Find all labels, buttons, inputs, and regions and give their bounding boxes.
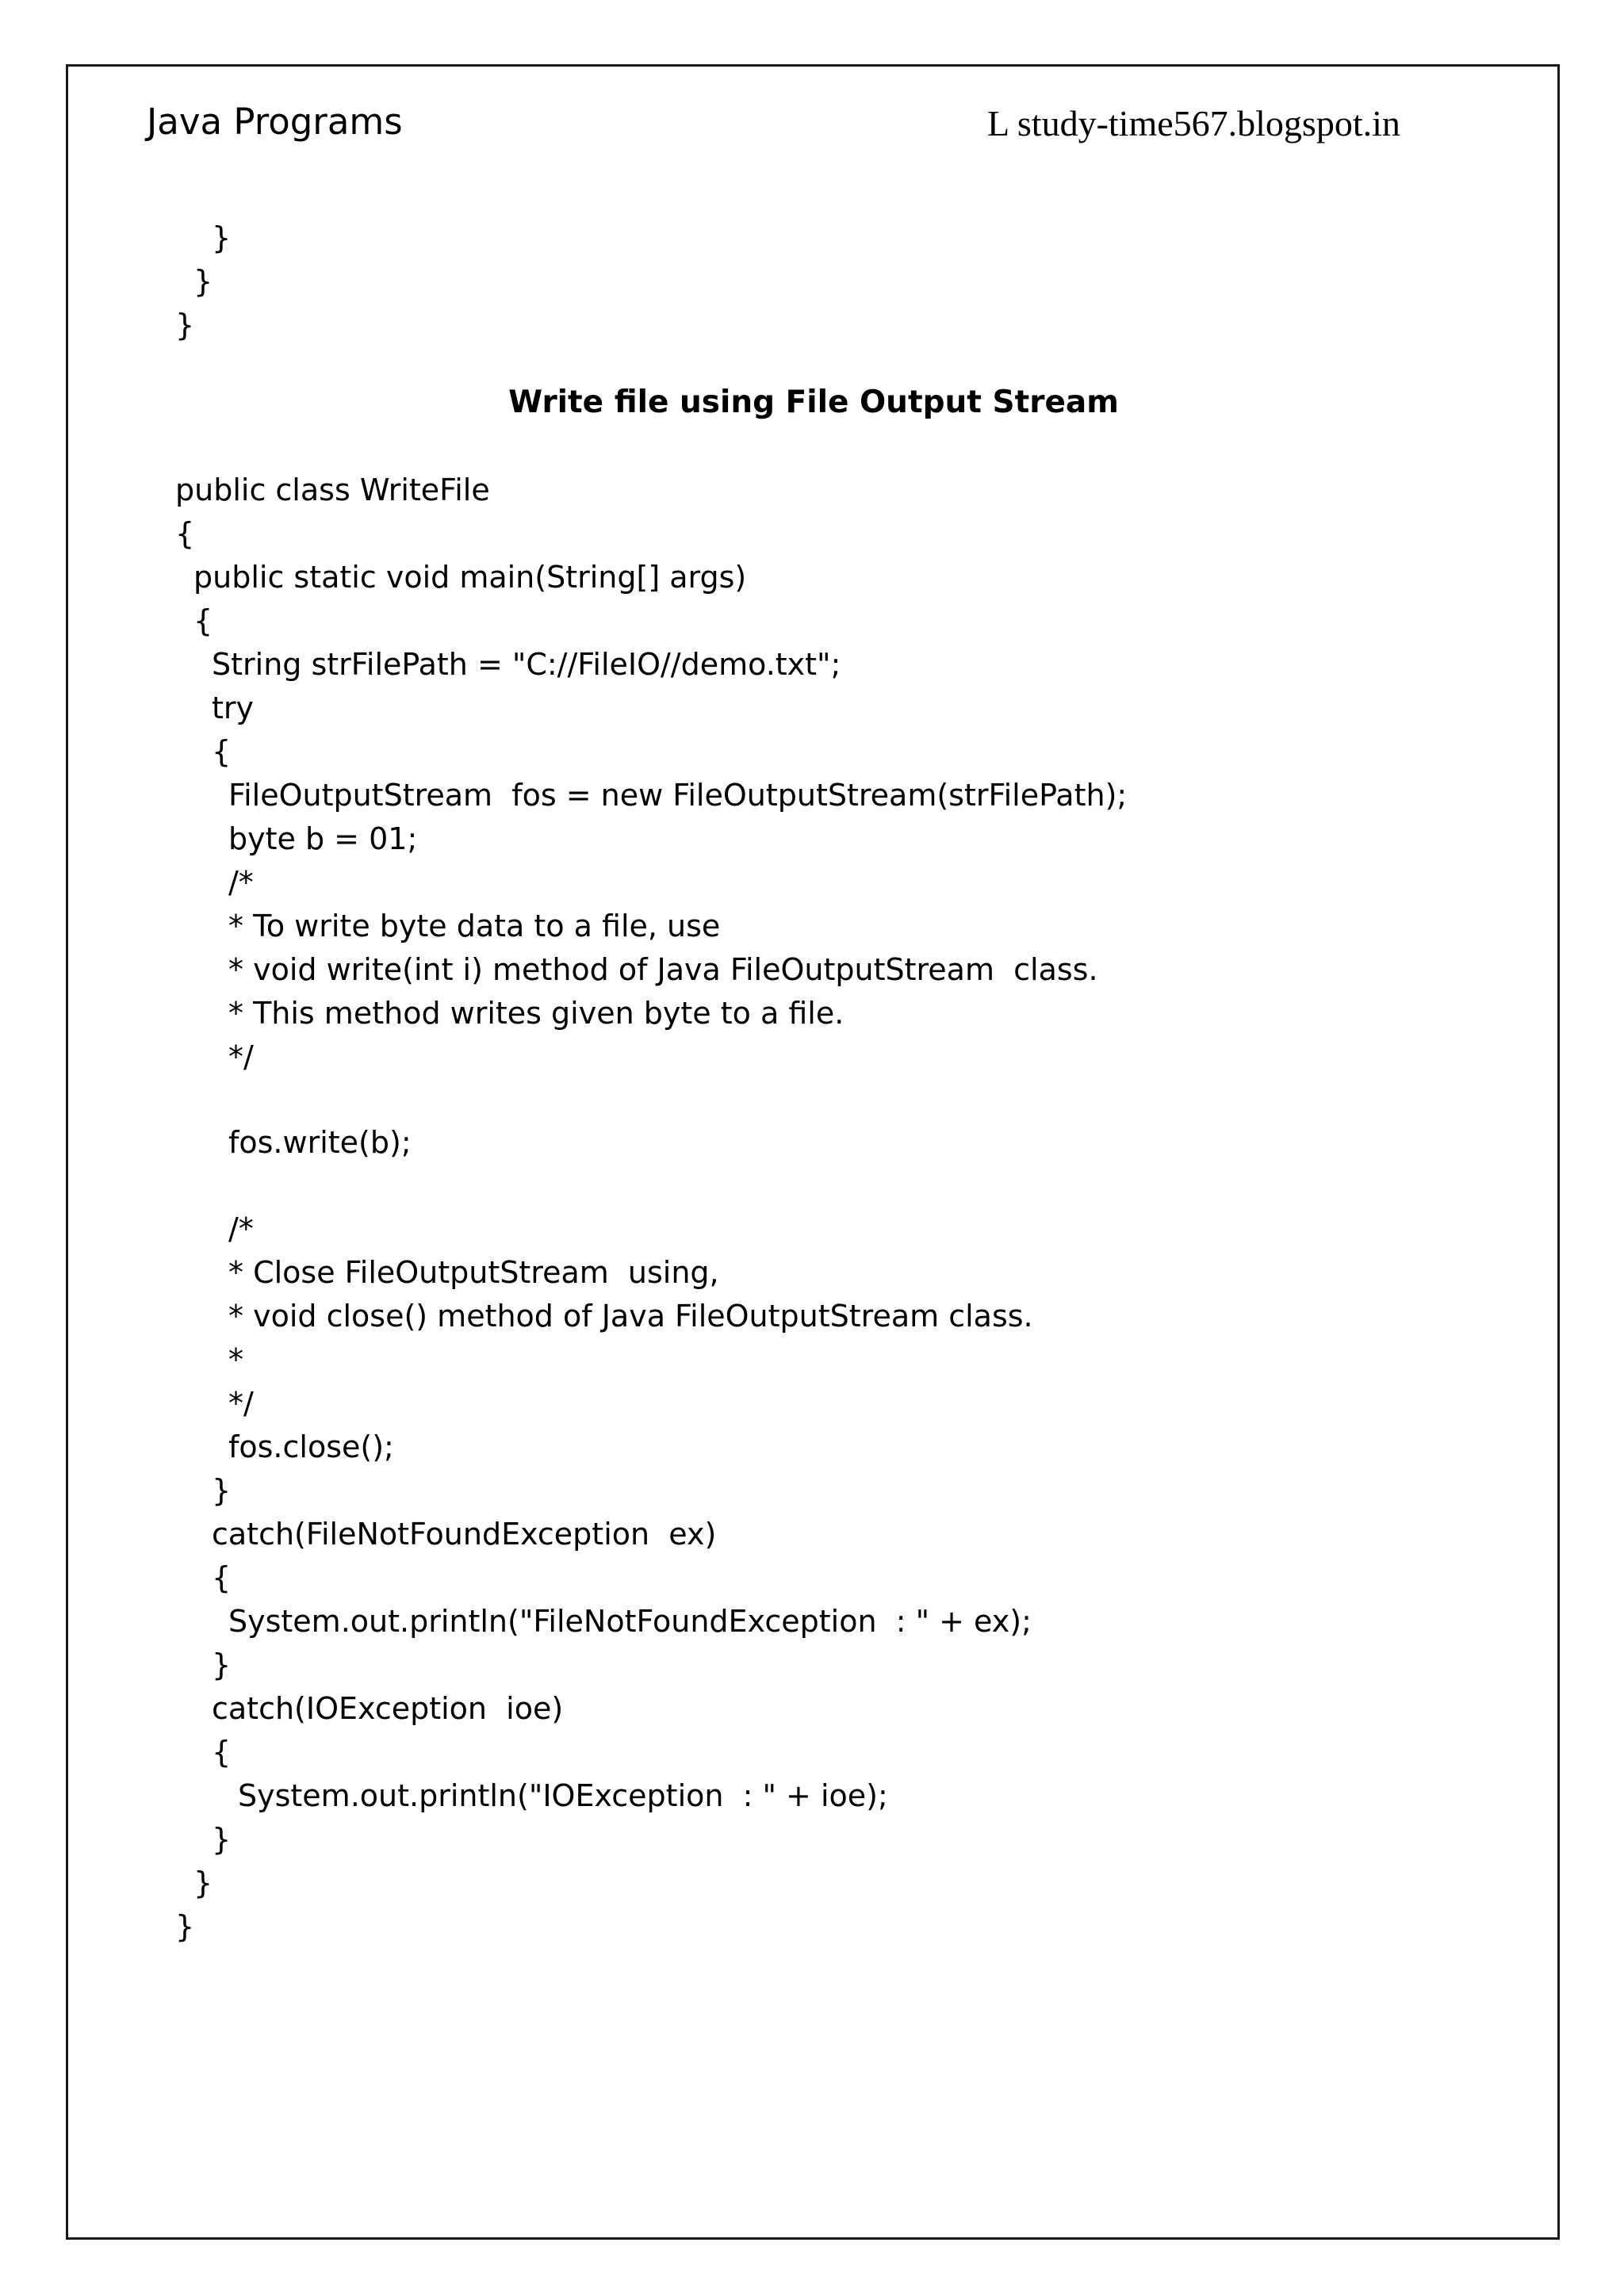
code-line: * To write byte data to a file, use bbox=[228, 909, 721, 943]
code-line: byte b = 01; bbox=[228, 821, 418, 856]
code-line: * void write(int i) method of Java FileOutputStream class. bbox=[228, 952, 1098, 987]
code-line: * void close() method of Java FileOutputStream class. bbox=[228, 1299, 1033, 1334]
code-line: * This method writes given byte to a file. bbox=[228, 996, 845, 1031]
code-line: } bbox=[212, 1473, 232, 1508]
code-line: } bbox=[212, 1822, 232, 1857]
code-line: public static void main(String[] args) bbox=[193, 560, 747, 595]
code-line: System.out.println("IOException : " + ioe); bbox=[238, 1778, 888, 1813]
section-title bbox=[0, 379, 1624, 427]
code-line: */ bbox=[228, 1386, 254, 1421]
code-line: catch(FileNotFoundException ex) bbox=[212, 1517, 717, 1552]
code-line: */ bbox=[228, 1039, 254, 1074]
code-line: * Close FileOutputStream using, bbox=[228, 1255, 719, 1290]
code-line: { bbox=[212, 734, 232, 769]
code-line: { bbox=[212, 1735, 232, 1770]
code-line: } bbox=[175, 308, 195, 342]
code-line: } bbox=[193, 1866, 213, 1900]
code-line: } bbox=[212, 220, 232, 255]
code-line: FileOutputStream fos = new FileOutputStream(strFilePath); bbox=[228, 778, 1128, 813]
code-line: System.out.println("FileNotFoundException : " + ex); bbox=[228, 1604, 1032, 1639]
code-line: try bbox=[212, 691, 255, 725]
header-site: L study-time567.blogspot.in bbox=[987, 103, 1400, 144]
code-line: } bbox=[193, 264, 213, 299]
header-title: Java Programs bbox=[147, 101, 403, 143]
section-title-text: Write file using File Output Stream bbox=[508, 385, 1119, 420]
code-line: } bbox=[175, 1909, 195, 1944]
code-line: catch(IOException ioe) bbox=[212, 1691, 564, 1726]
code-line: { bbox=[193, 603, 213, 638]
code-line: String strFilePath = "C://FileIO//demo.txt"; bbox=[212, 647, 841, 682]
code-line: * bbox=[228, 1342, 243, 1377]
code-line: { bbox=[212, 1560, 232, 1595]
code-line: /* bbox=[228, 1211, 254, 1246]
code-line: { bbox=[175, 516, 195, 551]
code-line: public class WriteFile bbox=[175, 473, 490, 507]
code-line: fos.write(b); bbox=[228, 1125, 412, 1160]
code-line: fos.close(); bbox=[228, 1429, 394, 1464]
code-line: } bbox=[212, 1647, 232, 1682]
code-line: /* bbox=[228, 865, 254, 900]
